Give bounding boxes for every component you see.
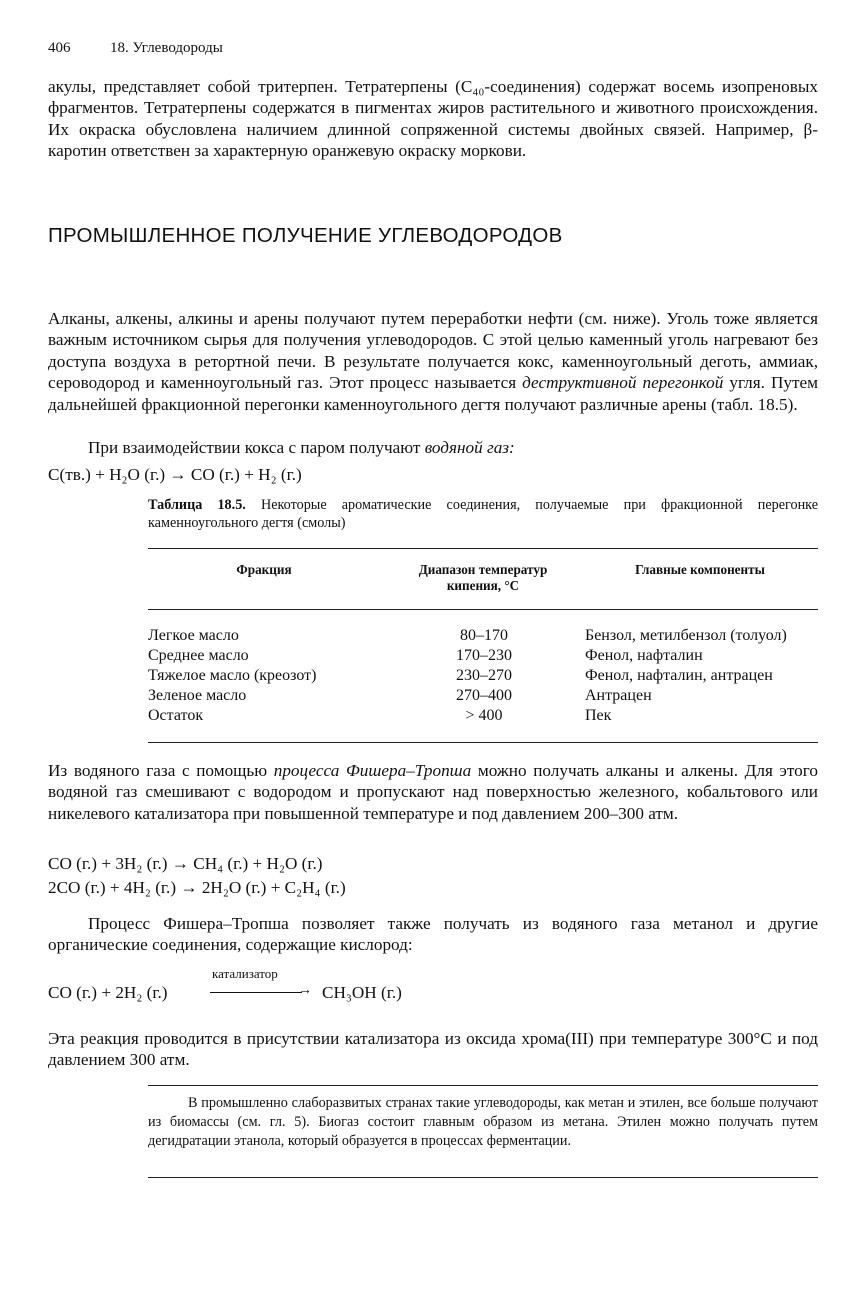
note-bottom-rule: [148, 1177, 818, 1178]
term-destructive-distillation: деструктивной перегонкой: [522, 373, 724, 393]
table-header-range: Диапазон температур кипения, °С: [418, 562, 548, 593]
paragraph-fischer-tropsch: [48, 760, 818, 824]
note-biomass: В промышленно слаборазвитых странах такие углеводороды, как метан и этилен, все больше получают из биомассы (см. гл. 5). Биогаз состоит главным образом из метана. Этилен можно получать путем дегидратации этанола, который образуется в процессах ферментации.: [148, 1095, 818, 1149]
paragraph-chromium-catalyst: Эта реакция проводится в присутствии катализатора из оксида хрома(III) при температуре 300°С и под давлением 300 атм.: [48, 1029, 818, 1070]
cell-components: Фенол, нафталин: [585, 647, 703, 664]
equation-ethylene: 2CO (г.) + 4H₂ (г.) → 2H₂O (г.) + C₂H₄ (г.): [48, 878, 346, 897]
section-heading: ПРОМЫШЛЕННОЕ ПОЛУЧЕНИЕ УГЛЕВОДОРОДОВ: [48, 224, 563, 247]
paragraph-terpenes: акулы, представляет собой тритерпен. Тетратерпены (C₄₀-соединения) содержат восемь изопреновых фрагментов. Тетратерпены содержатся в пигментах жиров растительного и животного происхождения. Их окраска обусловлена наличием длинной сопряженной системы двойных связей. Например, β-каротин ответствен за характерную оранжевую окраску моркови.: [48, 77, 818, 161]
equation-methane: CO (г.) + 3H₂ (г.) → CH₄ (г.) + H₂O (г.): [48, 854, 323, 873]
paragraph-water-gas-text: При взаимодействии кокса с паром получают: [88, 438, 425, 457]
equation-water-gas: C(тв.) + H₂O (г.) → CO (г.) + H₂ (г.): [48, 465, 302, 484]
cell-fraction: Тяжелое масло (креозот): [148, 667, 317, 684]
cell-components: Пек: [585, 707, 612, 724]
table-row: [148, 646, 818, 666]
table-caption-label: Таблица 18.5.: [148, 497, 246, 513]
table-caption-text: Некоторые ароматические соединения, получаемые при фракционной перегонке каменноугольного дегтя (смолы): [148, 497, 818, 531]
reaction-arrow-line: [210, 992, 302, 993]
paragraph-coal-text-2: угля. Путем дальнейшей фракционной перегонки каменноугольного дегтя получают различные арены (табл. 18.5).: [48, 373, 818, 414]
cell-components: Бензол, метилбензол (толуол): [585, 627, 787, 644]
cell-range: 270–400: [456, 687, 512, 704]
cell-fraction: Среднее масло: [148, 647, 249, 664]
table-header-fraction: Фракция: [236, 562, 292, 577]
cell-fraction: Остаток: [148, 707, 204, 724]
cell-range: 170–230: [456, 647, 512, 664]
paragraph-water-gas: [48, 437, 818, 458]
cell-range: 230–270: [456, 667, 512, 684]
cell-fraction: Зеленое масло: [148, 687, 247, 704]
paragraph-coal-text-1: Алканы, алкены, алкины и арены получают путем переработки нефти (см. ниже). Уголь тоже является важным источником сырья для получения углеводородов. С этой целью каменный уголь нагревают без доступа воздуха в ретортной печи. В результате получается кокс, каменноугольный деготь, аммиак, сероводород и каменноугольный газ. Этот процесс называется: [48, 309, 818, 393]
paragraph-ft-text-2: можно получать алканы и алкены. Для этого водяной газ смешивают с водородом и пропускают над поверхностью железного, кобальтового или никелевого катализатора при повышенной температуре и под давлением 200–300 атм.: [48, 761, 818, 823]
table-row: [148, 686, 818, 706]
table-row: [148, 626, 818, 646]
paragraph-ft-text-1: Из водяного газа с помощью: [48, 761, 274, 780]
catalyst-label: катализатор: [212, 966, 278, 981]
paragraph-coal: [48, 308, 818, 415]
term-fischer-tropsch: процесса Фишера–Тропша: [273, 761, 472, 780]
cell-fraction: Легкое масло: [148, 627, 239, 644]
paragraph-methanol-intro: Процесс Фишера–Тропша позволяет также получать из водяного газа метанол и другие органические соединения, содержащие кислород:: [48, 914, 818, 955]
term-water-gas: водяной газ:: [424, 438, 515, 457]
note-top-rule: [148, 1085, 818, 1086]
cell-components: Антрацен: [585, 687, 652, 704]
table-top-rule: [148, 548, 818, 549]
table-header-components: Главные компоненты: [635, 562, 765, 577]
reaction-arrow-head-icon: →: [298, 983, 312, 998]
page-number: 406: [48, 40, 71, 56]
table-bottom-rule: [148, 742, 818, 743]
chapter-title: 18. Углеводороды: [110, 40, 223, 56]
equation-methanol-left: CO (г.) + 2H₂ (г.): [48, 983, 168, 1002]
cell-range: 80–170: [460, 627, 508, 644]
table-row: [148, 666, 818, 686]
table-caption: [148, 496, 818, 532]
table-row: [148, 706, 818, 726]
table-header-rule: [148, 609, 818, 610]
running-header: [48, 40, 223, 57]
equation-methanol-right: CH₃OH (г.): [322, 983, 402, 1002]
cell-components: Фенол, нафталин, антрацен: [585, 667, 773, 684]
cell-range: > 400: [465, 707, 503, 724]
